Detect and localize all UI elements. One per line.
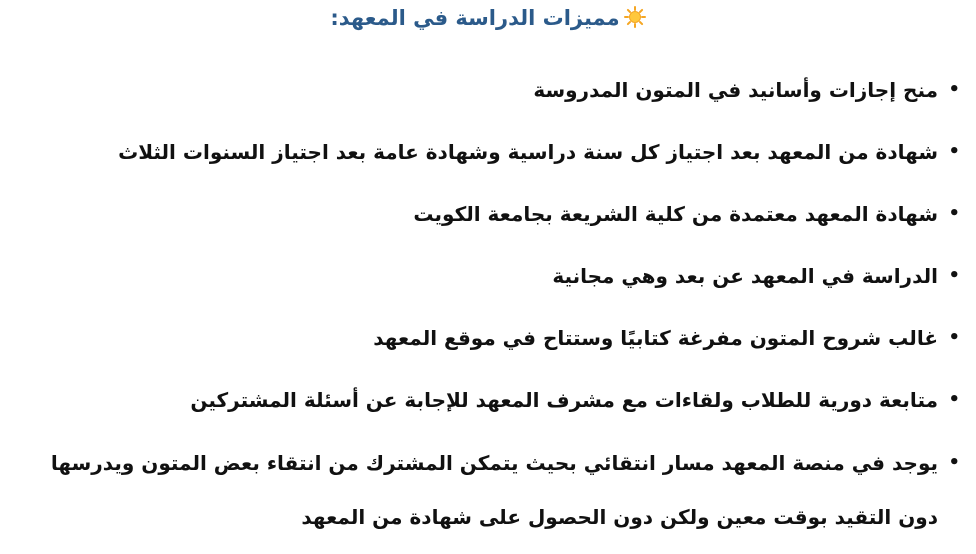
bullet: • xyxy=(948,79,960,100)
list-item xyxy=(10,436,960,544)
list-item xyxy=(10,64,960,126)
section-heading xyxy=(0,6,976,30)
list-item xyxy=(10,250,960,312)
features-list xyxy=(10,64,960,544)
list-item xyxy=(10,312,960,374)
list-item-text: الدراسة في المعهد عن بعد وهي مجانية xyxy=(552,264,938,288)
bullet: • xyxy=(948,389,960,410)
list-item-text: شهادة المعهد معتمدة من كلية الشريعة بجامعة الكويت xyxy=(413,202,938,226)
list-item-text: غالب شروح المتون مفرغة كتابيًا وستتاح في موقع المعهد xyxy=(373,326,938,350)
bullet: • xyxy=(948,141,960,162)
bullet: • xyxy=(948,452,960,473)
list-item-text: يوجد في منصة المعهد مسار انتقائي بحيث يتمكن المشترك من انتقاء بعض المتون ويدرسها دون التقيد بوقت معين ولكن دون الحصول على شهادة من المعهد xyxy=(50,451,938,529)
list-item-text: متابعة دورية للطلاب ولقاءات مع مشرف المعهد للإجابة عن أسئلة المشتركين xyxy=(190,388,938,412)
list-item-text: منح إجازات وأسانيد في المتون المدروسة xyxy=(533,78,938,102)
list-item xyxy=(10,188,960,250)
bullet: • xyxy=(948,265,960,286)
list-item-text: شهادة من المعهد بعد اجتياز كل سنة دراسية وشهادة عامة بعد اجتياز السنوات الثلاث xyxy=(118,140,938,164)
heading-text: مميزات الدراسة في المعهد: xyxy=(330,6,620,30)
list-item xyxy=(10,374,960,436)
bullet: • xyxy=(948,327,960,348)
sun-icon xyxy=(624,6,646,28)
bullet: • xyxy=(948,203,960,224)
list-item xyxy=(10,126,960,188)
